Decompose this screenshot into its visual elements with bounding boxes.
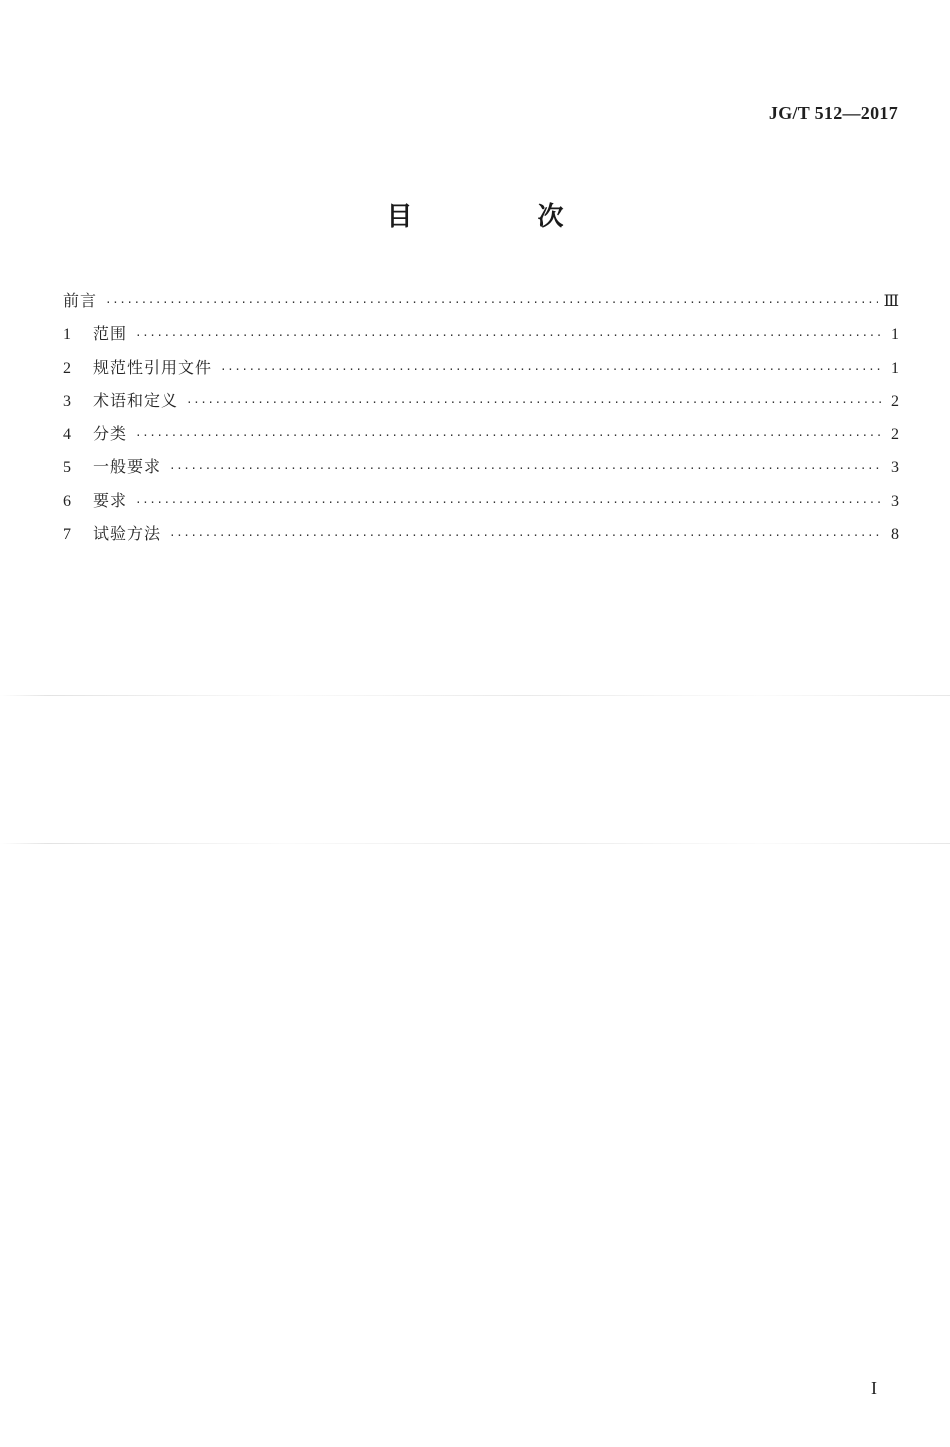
- toc-entry-test-methods[interactable]: [63, 517, 899, 550]
- standard-code: JG/T 512—2017: [768, 103, 898, 123]
- toc-entry-label: 要求: [93, 490, 128, 510]
- toc-entry-terms-definitions[interactable]: [63, 384, 899, 417]
- toc-entry-number: 1: [63, 326, 71, 344]
- toc-entry-scope[interactable]: [63, 317, 899, 350]
- dot-leader: [135, 419, 881, 452]
- toc-entry-page: 3: [891, 492, 899, 510]
- toc-entry-number: 7: [63, 526, 71, 544]
- toc-entry-label: 试验方法: [93, 524, 162, 544]
- toc-entry-foreword[interactable]: [63, 284, 899, 317]
- toc-entry-page: 3: [891, 459, 899, 477]
- dot-leader: [135, 486, 881, 519]
- toc-entry-label: 一般要求: [93, 457, 162, 477]
- toc-entry-number: 5: [63, 459, 71, 477]
- toc-entry-label: 前言: [63, 291, 98, 310]
- toc-entry-page: 1: [891, 326, 899, 344]
- toc-entry-number: 3: [63, 392, 71, 410]
- toc-entry-label: 范围: [93, 324, 128, 344]
- dot-leader: [186, 386, 881, 419]
- toc-entry-label: 分类: [93, 424, 128, 444]
- toc-entry-number: 6: [63, 492, 71, 510]
- toc-entry-label: 术语和定义: [93, 390, 179, 410]
- toc-entry-page: 2: [891, 392, 899, 410]
- page-number: I: [871, 1378, 877, 1398]
- toc-entry-number: 2: [63, 359, 71, 377]
- dot-leader: [135, 319, 881, 352]
- dot-leader: [105, 286, 878, 319]
- toc-entry-page: 8: [891, 526, 899, 544]
- table-of-contents: [63, 284, 899, 550]
- scan-artifact-line: [0, 695, 950, 696]
- dot-leader: [169, 452, 881, 485]
- toc-entry-classification[interactable]: [63, 417, 899, 450]
- toc-title: 目 次: [386, 202, 622, 232]
- toc-entry-normative-references[interactable]: [63, 351, 899, 384]
- toc-entry-number: 4: [63, 426, 71, 444]
- toc-entry-page: 1: [891, 359, 899, 377]
- scan-artifact-line: [0, 843, 950, 844]
- toc-entry-label: 规范性引用文件: [93, 357, 213, 377]
- dot-leader: [220, 353, 881, 386]
- toc-entry-page: Ⅲ: [883, 293, 899, 310]
- toc-entry-page: 2: [891, 426, 899, 444]
- dot-leader: [169, 519, 881, 552]
- toc-entry-requirements[interactable]: [63, 484, 899, 517]
- toc-entry-general-requirements[interactable]: [63, 450, 899, 483]
